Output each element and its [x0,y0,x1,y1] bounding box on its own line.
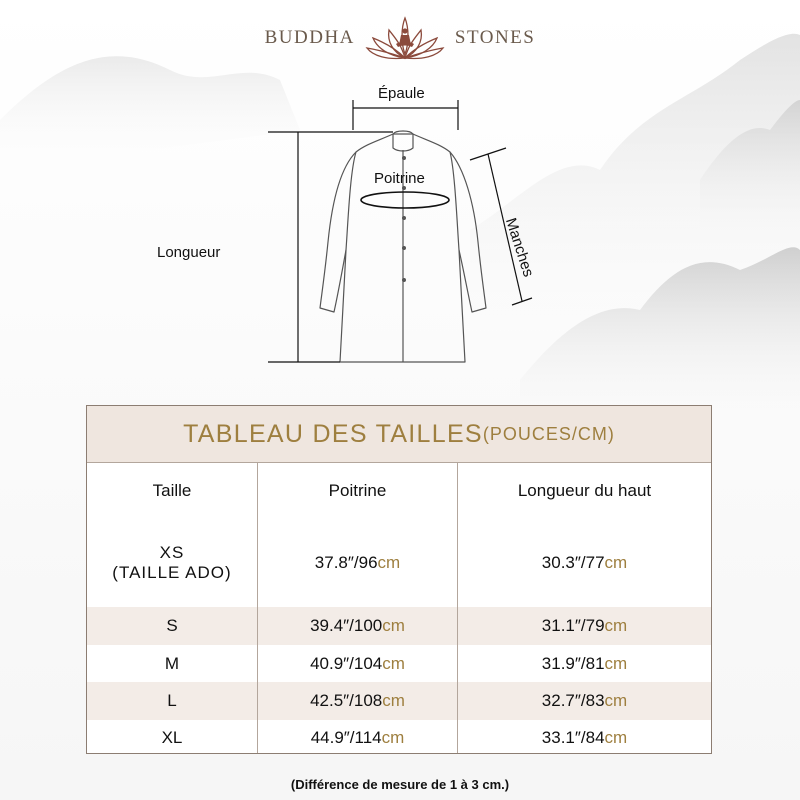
length-number: 33.1″/84 [541,728,605,747]
chest-number: 40.9″/104 [310,653,383,673]
chest-value [257,682,457,720]
lotus-meditation-logo-icon [365,14,445,62]
size-table [87,463,711,754]
sleeve-label: Manches [501,215,537,280]
header-length: Longueur du haut [457,463,711,519]
shoulder-label: Épaule [378,85,425,102]
size-chart [86,405,712,754]
length-value [457,720,711,754]
length-number: 31.9″/81 [541,653,605,673]
size-value: XS [159,543,185,562]
chest-unit: cm [382,691,405,710]
chest-number: 39.4″/100 [310,616,383,635]
garment-diagram [0,72,800,392]
chest-number: 37.8″/96 [314,553,378,572]
size-chart-title-text: TABLEAU DES TAILLES [183,419,483,448]
chest-label: Poitrine [374,170,425,187]
length-number: 30.3″/77 [541,553,605,572]
size-sub-value: (TAILLE ADO) [112,563,232,582]
size-chart-title-unit: (POUCES/CM) [482,423,615,444]
size-chart-title [87,406,711,463]
length-value [457,607,711,645]
chest-unit: cm [381,728,405,747]
chest-unit: cm [382,653,405,673]
chest-unit: cm [382,616,405,635]
length-number: 32.7″/83 [541,691,605,710]
size-value: L [87,682,257,720]
chest-number: 44.9″/114 [310,728,382,747]
chest-value [257,519,457,607]
length-unit: cm [604,553,628,572]
header-chest: Poitrine [257,463,457,519]
brand-name-left: BUDDHA [264,27,355,48]
chest-unit: cm [377,553,401,572]
measurement-footnote: (Différence de mesure de 1 à 3 cm.) [290,777,510,792]
brand-header [0,12,800,64]
length-label: Longueur [157,244,221,261]
length-unit: cm [604,728,628,747]
length-unit: cm [604,616,628,635]
length-value [457,519,711,607]
length-number: 31.1″/79 [541,616,605,635]
size-value: M [164,653,180,673]
chest-value [257,645,457,682]
length-unit: cm [604,691,628,710]
chest-value [257,607,457,645]
chest-number: 42.5″/108 [310,691,383,710]
size-value: XL [161,728,183,747]
size-value: S [87,607,257,645]
brand-name-right: STONES [454,27,536,48]
length-value [457,682,711,720]
length-value [457,645,711,682]
length-unit: cm [604,653,628,673]
table-row-size [87,519,257,607]
header-size: Taille [152,481,192,500]
chest-value [257,720,457,754]
shirt-outline-drawing [0,72,800,392]
